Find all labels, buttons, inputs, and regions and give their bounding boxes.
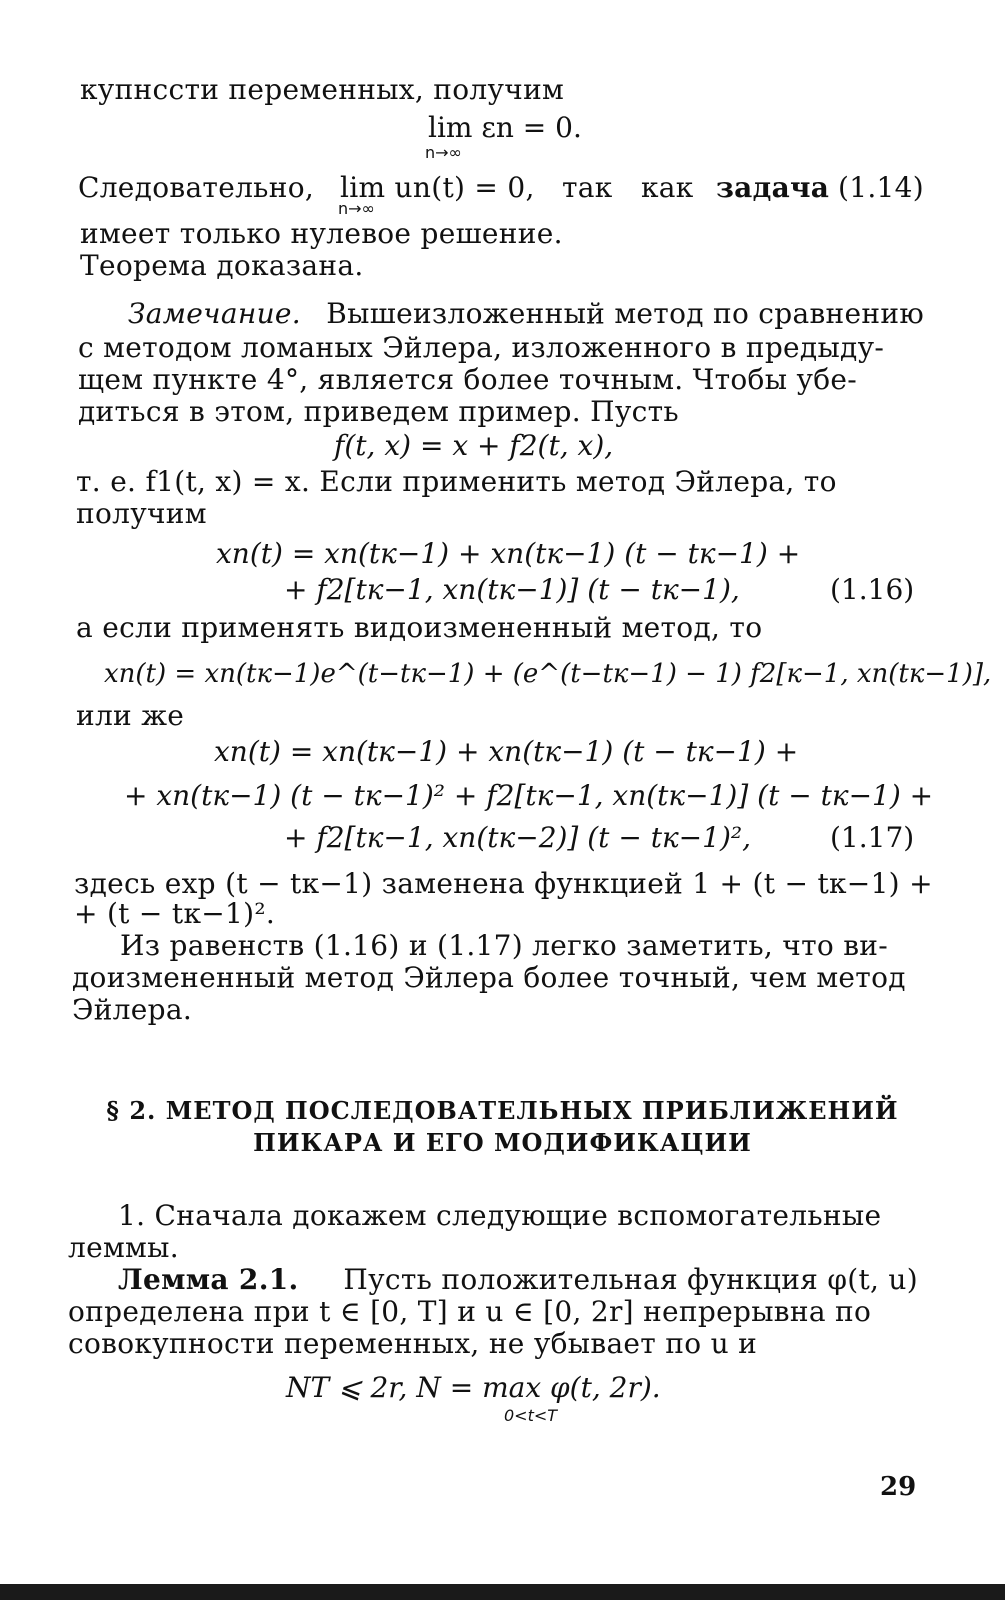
equation-1-17-line2	[124, 780, 933, 812]
text-fragment: Вышеизложенный метод по сравнению	[326, 297, 924, 330]
equation-subscript: n→∞	[425, 143, 462, 162]
text-line: доизмененный метод Эйлера более точный, чем метод	[72, 961, 906, 994]
text-line: Из равенств (1.16) и (1.17) легко заметить, что ви-	[120, 929, 889, 962]
equation-text: xn(t) = xn(tк−1) + xn(tк−1) (t − tк−1) +	[216, 537, 801, 570]
scan-bottom-edge	[0, 1584, 1005, 1600]
lemma-label: Лемма 2.1.	[118, 1263, 299, 1296]
equation-number: (1.16)	[830, 573, 915, 606]
text-line: т. е. f1(t, x) = x. Если применить метод Эйлера, то	[76, 465, 837, 498]
text-word: как	[641, 171, 694, 204]
text-word: Следовательно,	[78, 171, 315, 204]
text-line: + (t − tк−1)².	[74, 897, 276, 930]
equation-subscript: n→∞	[338, 199, 375, 218]
equation-subscript: 0<t<T	[504, 1406, 558, 1425]
equation-1-17-line1	[214, 736, 798, 768]
text-line: купнссти переменных, получим	[80, 73, 565, 106]
text-line: получим	[76, 497, 207, 530]
text-line	[118, 1264, 918, 1296]
remark-label: Замечание.	[128, 297, 301, 330]
page-number: 29	[880, 1472, 917, 1502]
equation-text: NT ⩽ 2r, N = max φ(t, 2r).	[286, 1371, 661, 1404]
equation-text: f(t, x) = x + f2(t, x),	[334, 429, 614, 462]
text-line: Теорема доказана.	[80, 249, 364, 282]
text-line: Эйлера.	[72, 993, 193, 1026]
text-line: имеет только нулевое решение.	[80, 217, 563, 250]
text-line: 1. Сначала докажем следующие вспомогательные	[118, 1199, 882, 1232]
equation-1-16-line1	[216, 538, 800, 570]
text-word: задача	[716, 171, 830, 204]
equation-text: xn(t) = xn(tк−1)e^(t−tк−1) + (e^(t−tк−1) − 1) f2[к−1, xn(tк−1)],	[104, 659, 992, 689]
equation-1-16-line2	[284, 574, 740, 606]
equation-lim-en: lim εn = 0.	[428, 111, 582, 144]
text-line: совокупности переменных, не убывает по u и	[68, 1327, 758, 1360]
text-line-justified	[78, 172, 924, 204]
text-line: диться в этом, приведем пример. Пусть	[78, 395, 679, 428]
equation-1-17-line3	[284, 822, 751, 854]
text-line	[128, 298, 924, 330]
section-heading-line1: § 2. МЕТОД ПОСЛЕДОВАТЕЛЬНЫХ ПРИБЛИЖЕНИЙ	[106, 1096, 899, 1125]
text-fragment: Пусть положительная функция φ(t, u)	[343, 1263, 918, 1296]
equation-ref: (1.14)	[838, 171, 924, 204]
equation-text: xn(t) = xn(tк−1) + xn(tк−1) (t − tк−1) +	[214, 735, 799, 768]
equation-text: + f2[tк−1, xn(tк−1)] (t − tк−1),	[284, 573, 740, 606]
section-heading-line2: ПИКАРА И ЕГО МОДИФИКАЦИИ	[253, 1128, 752, 1157]
text-line: здесь exp (t − tк−1) заменена функцией 1 + (t − tк−1) +	[74, 867, 933, 900]
text-word: так	[562, 171, 613, 204]
text-line: леммы.	[68, 1231, 179, 1264]
text-line: определена при t ∈ [0, T] и u ∈ [0, 2r] непрерывна по	[68, 1295, 872, 1328]
text-line: с методом ломаных Эйлера, изложенного в предыду-	[78, 331, 885, 364]
equation-text: + xn(tк−1) (t − tк−1)² + f2[tк−1, xn(tк−1)] (t − tк−1) +	[124, 779, 934, 812]
equation-f	[334, 430, 613, 462]
equation-NT	[286, 1372, 661, 1404]
equation-text: + f2[tк−1, xn(tк−2)] (t − tк−1)²,	[284, 821, 751, 854]
text-line: а если применять видоизмененный метод, то	[76, 611, 763, 644]
inline-equation: lim un(t) = 0,	[340, 171, 535, 204]
equation-number: (1.17)	[830, 821, 915, 854]
equation-exp	[104, 658, 991, 690]
text-line: щем пункте 4°, является более точным. Чтобы убе-	[78, 363, 858, 396]
text-line: или же	[76, 699, 185, 732]
